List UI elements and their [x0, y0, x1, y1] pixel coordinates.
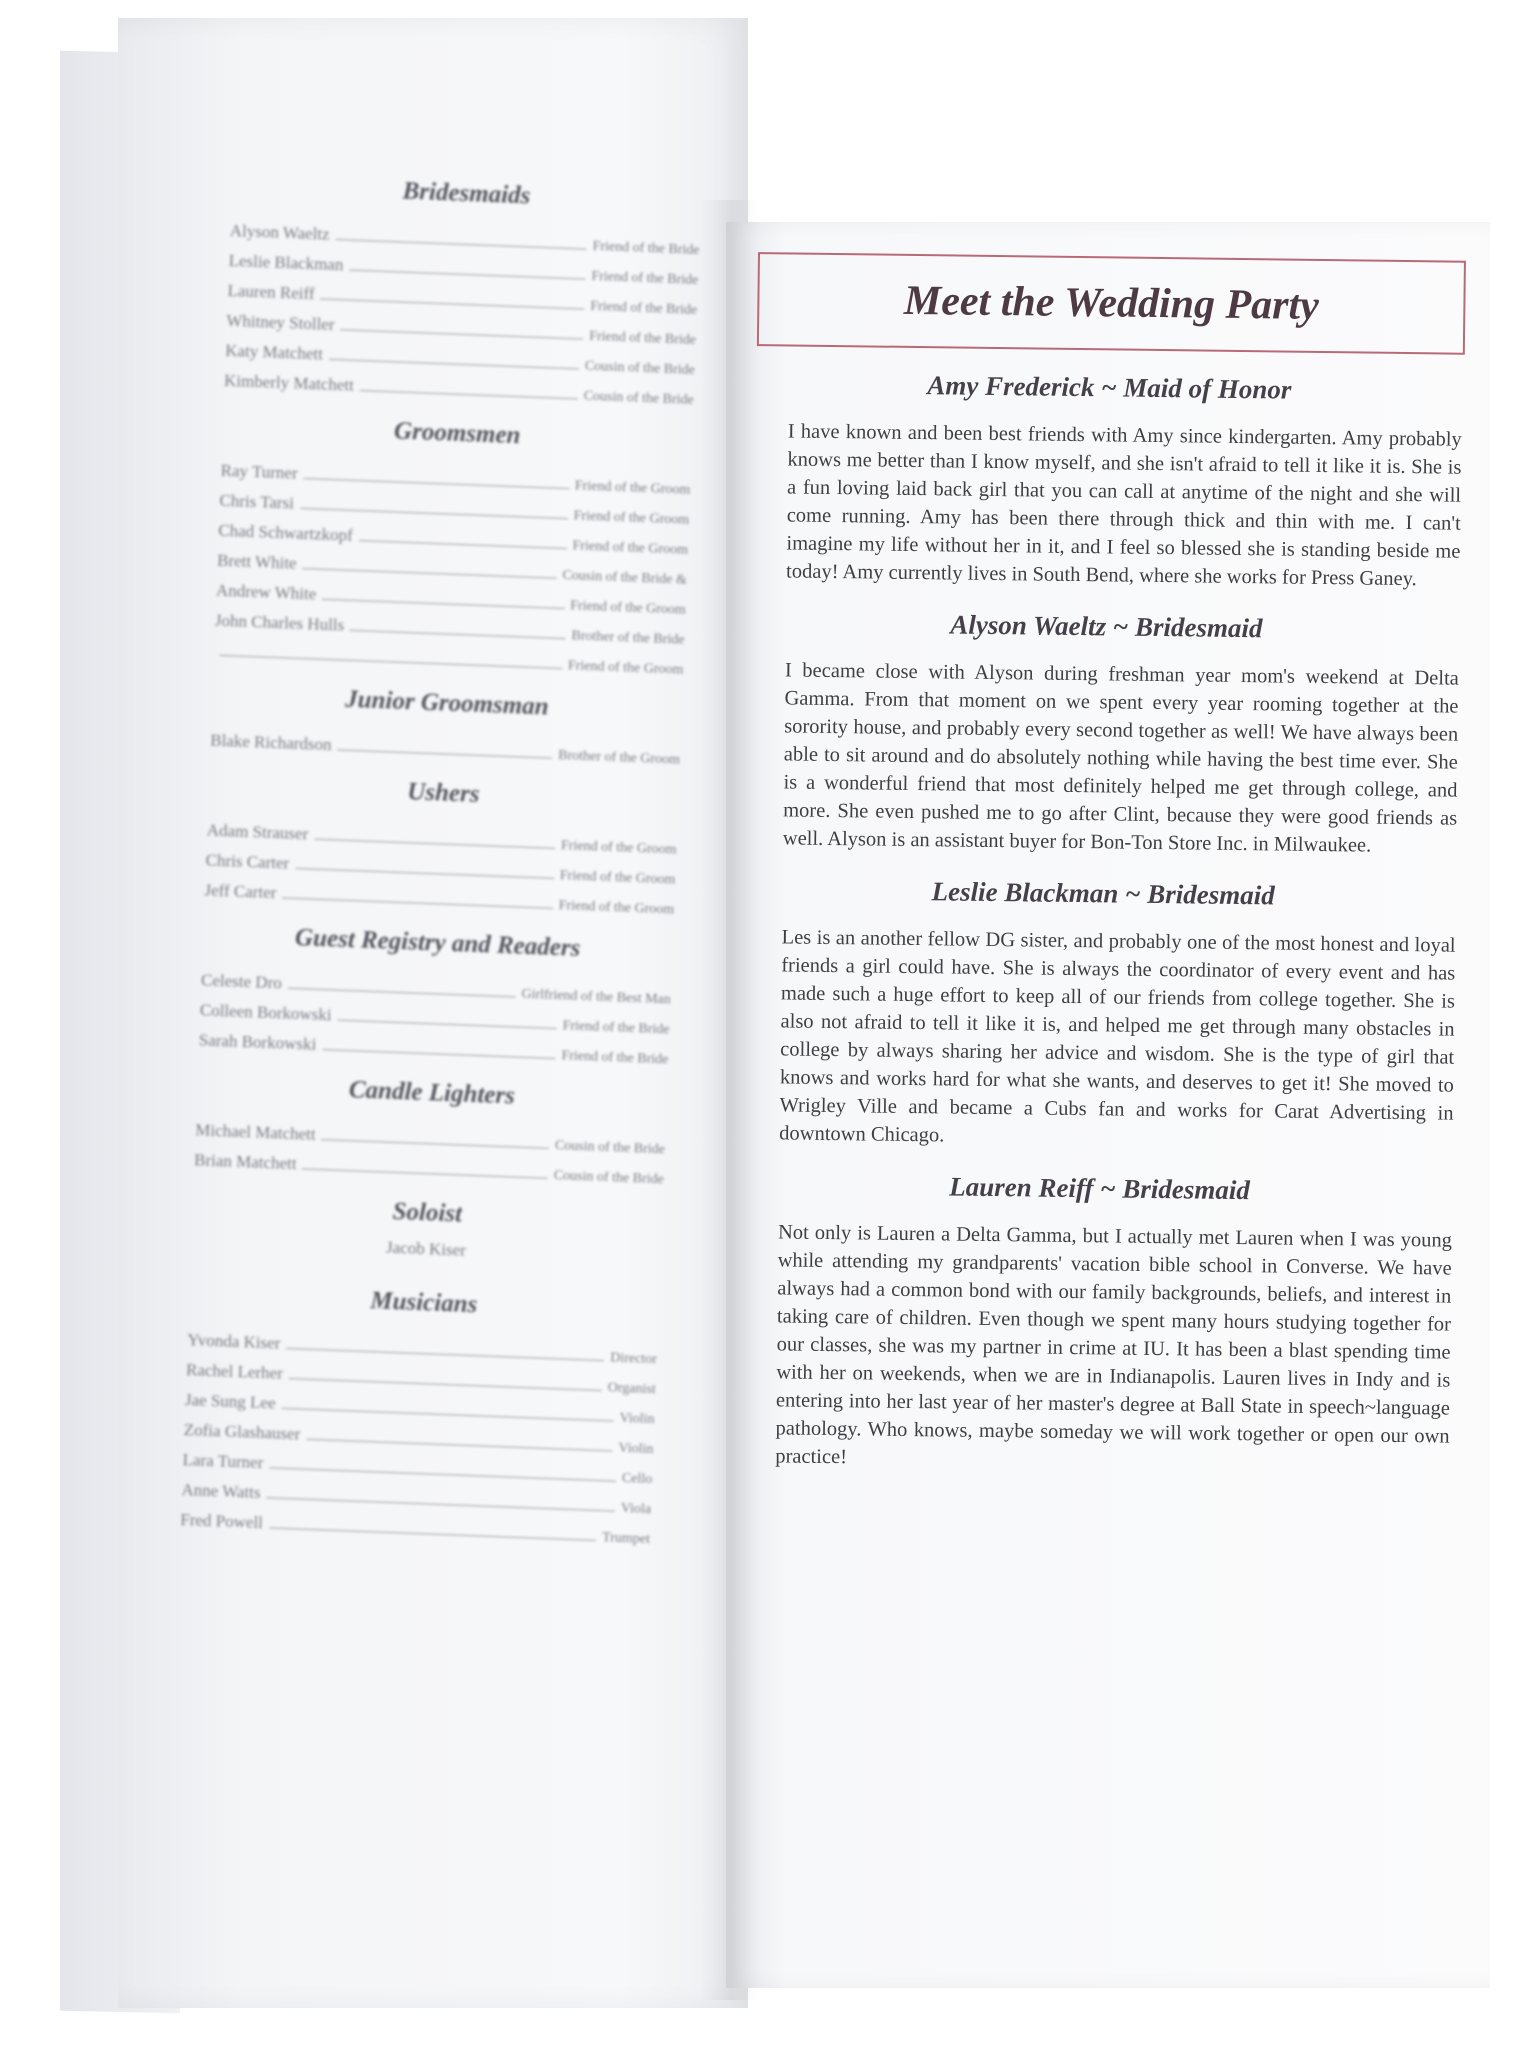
- bio-entry: [745, 607, 1466, 861]
- member-role: Viola: [620, 1500, 652, 1518]
- member-name: Leslie Blackman: [228, 250, 344, 275]
- member-role: Friend of the Bride: [588, 328, 697, 348]
- member-role: Friend of the Groom: [573, 508, 690, 528]
- member-name: Brian Matchett: [193, 1150, 297, 1174]
- section-title: Soloist: [392, 1197, 463, 1228]
- page-title: Meet the Wedding Party: [903, 277, 1320, 329]
- member-name: Rachel Lerher: [185, 1360, 284, 1383]
- section-title: Candle Lighters: [348, 1076, 516, 1110]
- section-title: Bridesmaids: [402, 177, 531, 210]
- member-role: Friend of the Bride: [591, 268, 699, 288]
- section-title: Groomsmen: [393, 417, 521, 450]
- member-role: Cousin of the Bride: [583, 388, 694, 408]
- member-role: Friend of the Bride: [561, 1048, 669, 1068]
- member-name: Celeste Dro: [200, 970, 283, 993]
- bio-entry: [748, 368, 1469, 594]
- member-name: Chad Schwartzkopf: [218, 520, 354, 545]
- member-name: Lauren Reiff: [227, 280, 315, 304]
- dotted-leader-line: [322, 1049, 555, 1059]
- member-role: Friend of the Bride: [592, 238, 700, 258]
- member-role: Director: [609, 1350, 658, 1368]
- member-role: Organist: [607, 1380, 656, 1398]
- bio-heading: Amy Frederick ~ Maid of Honor: [927, 370, 1292, 405]
- member-name: Anne Watts: [181, 1480, 261, 1503]
- member-role: Trumpet: [601, 1530, 651, 1548]
- dotted-leader-line: [337, 749, 552, 758]
- bio-entry: [741, 874, 1462, 1156]
- member-role: Cousin of the Bride: [554, 1138, 666, 1158]
- bio-list: [737, 368, 1468, 1479]
- member-name: Jeff Carter: [204, 880, 277, 903]
- meet-the-wedding-party: [737, 252, 1470, 1479]
- member-role: Cousin of the Bride: [553, 1168, 665, 1188]
- dotted-leader-line: [360, 390, 578, 399]
- bio-heading: Leslie Blackman ~ Bridesmaid: [931, 876, 1275, 911]
- member-role: Cousin of the Bride &: [562, 567, 688, 588]
- member-role: Cello: [621, 1470, 653, 1488]
- wedding-party-roster: [180, 171, 702, 1548]
- member-role: Friend of the Bride: [562, 1018, 670, 1038]
- dotted-leader-line: [302, 1168, 547, 1178]
- roster-row: [210, 721, 681, 769]
- member-name: Katy Matchett: [224, 340, 324, 364]
- bio-heading: Alyson Waeltz ~ Bridesmaid: [950, 609, 1263, 644]
- member-role: Girlfriend of the Best Man: [521, 986, 671, 1008]
- member-name: Ray Turner: [220, 460, 298, 483]
- member-name: Yvonda Kiser: [186, 1330, 281, 1353]
- soloist-name: Jacob Kiser: [385, 1237, 467, 1260]
- member-name: Sarah Borkowski: [198, 1030, 317, 1054]
- bio-text: I became close with Alyson during freshman year mom's weekend at Delta Gamma. From that moment on we spent every year rooming together at the sorority house, and probably every second together as well! We have always been able to sit around and do absolutely nothing while having the best time ever. She is a wonderful friend that most definitely helped me get through college, and more. She even pushed me to go after Clint, because they were good friends as well. Alyson is an assistant buyer for Bon-Ton Store Inc. in Milwaukee.: [782, 659, 1459, 857]
- bio-text: Not only is Lauren a Delta Gamma, but I actually met Lauren when I was young while attending my grandparents' vacation bible school in Converse. We have always had a common bond with our family backgrounds, beliefs, and interest in taking care of children. Even though we spent many hours studying together for our classes, she was my partner in crime at IU. It has been a blast spending time with her on weekends, when we are in Indianapolis. Lauren lives in Indy and is entering into her last year of her master's degree at Ball State in speech~language pathology. Who knows, maybe someday we will work together or open our own practice!: [775, 1221, 1453, 1469]
- member-role: Friend of the Groom: [569, 598, 686, 618]
- section-title: Musicians: [369, 1287, 478, 1319]
- bio-entry: [737, 1169, 1459, 1479]
- member-name: Michael Matchett: [194, 1120, 316, 1144]
- member-role: Violin: [618, 1440, 654, 1458]
- member-name: Andrew White: [215, 580, 317, 604]
- member-role: Friend of the Groom: [574, 478, 691, 498]
- member-name: Jae Sung Lee: [184, 1390, 276, 1413]
- member-name: Fred Powell: [180, 1509, 264, 1533]
- member-name: Colleen Borkowski: [199, 1000, 332, 1025]
- bio-heading: Lauren Reiff ~ Bridesmaid: [949, 1171, 1251, 1206]
- section-title: Ushers: [406, 778, 481, 808]
- member-role: Friend of the Bride: [590, 298, 698, 318]
- member-role: Brother of the Bride: [571, 628, 685, 648]
- member-role: Brother of the Groom: [557, 747, 681, 768]
- member-name: Alyson Waeltz: [229, 220, 331, 244]
- section-title: Guest Registry and Readers: [294, 923, 581, 962]
- member-name: Brett White: [216, 550, 298, 573]
- member-role: Friend of the Groom: [567, 658, 684, 678]
- bio-text: Les is an another fellow DG sister, and probably one of the most honest and loyal friends a girl could have. She is always the coordinator of every event and has made such a huge effort to keep all of our friends from college together. She is also not afraid to tell it like it is, and helped me get through many obstacles in college by always sharing her advice and wisdom. She is the type of girl that knows and works hard for what she wants, and deserves to get it! She moved to Wrigley Ville and became a Cubs fan and works for Carat Advertising in downtown Chicago.: [779, 926, 1456, 1147]
- member-name: Chris Tarsi: [219, 490, 295, 513]
- bio-text: I have known and been best friends with Amy since kindergarten. Amy probably knows me better than I know myself, and she isn't afraid to tell it like it is. She is a fun loving laid back girl that you can call at anytime of the night and she will come running. Amy has been there through thick and thin with me. I can't imagine my life without her in it, and I feel so blessed she is standing beside me today! Amy currently lives in South Bend, where she works for Press Ganey.: [785, 420, 1462, 591]
- member-name: Kimberly Matchett: [223, 370, 355, 395]
- member-name: Blake Richardson: [209, 730, 332, 755]
- member-name: Whitney Stoller: [226, 310, 335, 335]
- member-role: Friend of the Groom: [572, 538, 689, 558]
- member-name: Zofia Glashauser: [183, 1420, 301, 1444]
- member-name: John Charles Hulls: [214, 610, 345, 635]
- section-title: Junior Groomsman: [344, 685, 550, 721]
- member-name: Chris Carter: [205, 850, 290, 873]
- member-role: Friend of the Groom: [559, 868, 676, 888]
- member-name: Adam Strauser: [206, 820, 309, 844]
- member-role: Friend of the Groom: [560, 838, 677, 858]
- member-role: Friend of the Groom: [558, 898, 675, 918]
- member-name: Lara Turner: [182, 1450, 264, 1473]
- page-title-box: [757, 252, 1466, 355]
- member-role: Violin: [619, 1410, 655, 1428]
- member-role: Cousin of the Bride: [584, 358, 696, 378]
- dotted-leader-line: [220, 655, 562, 669]
- dotted-leader-line: [282, 897, 552, 908]
